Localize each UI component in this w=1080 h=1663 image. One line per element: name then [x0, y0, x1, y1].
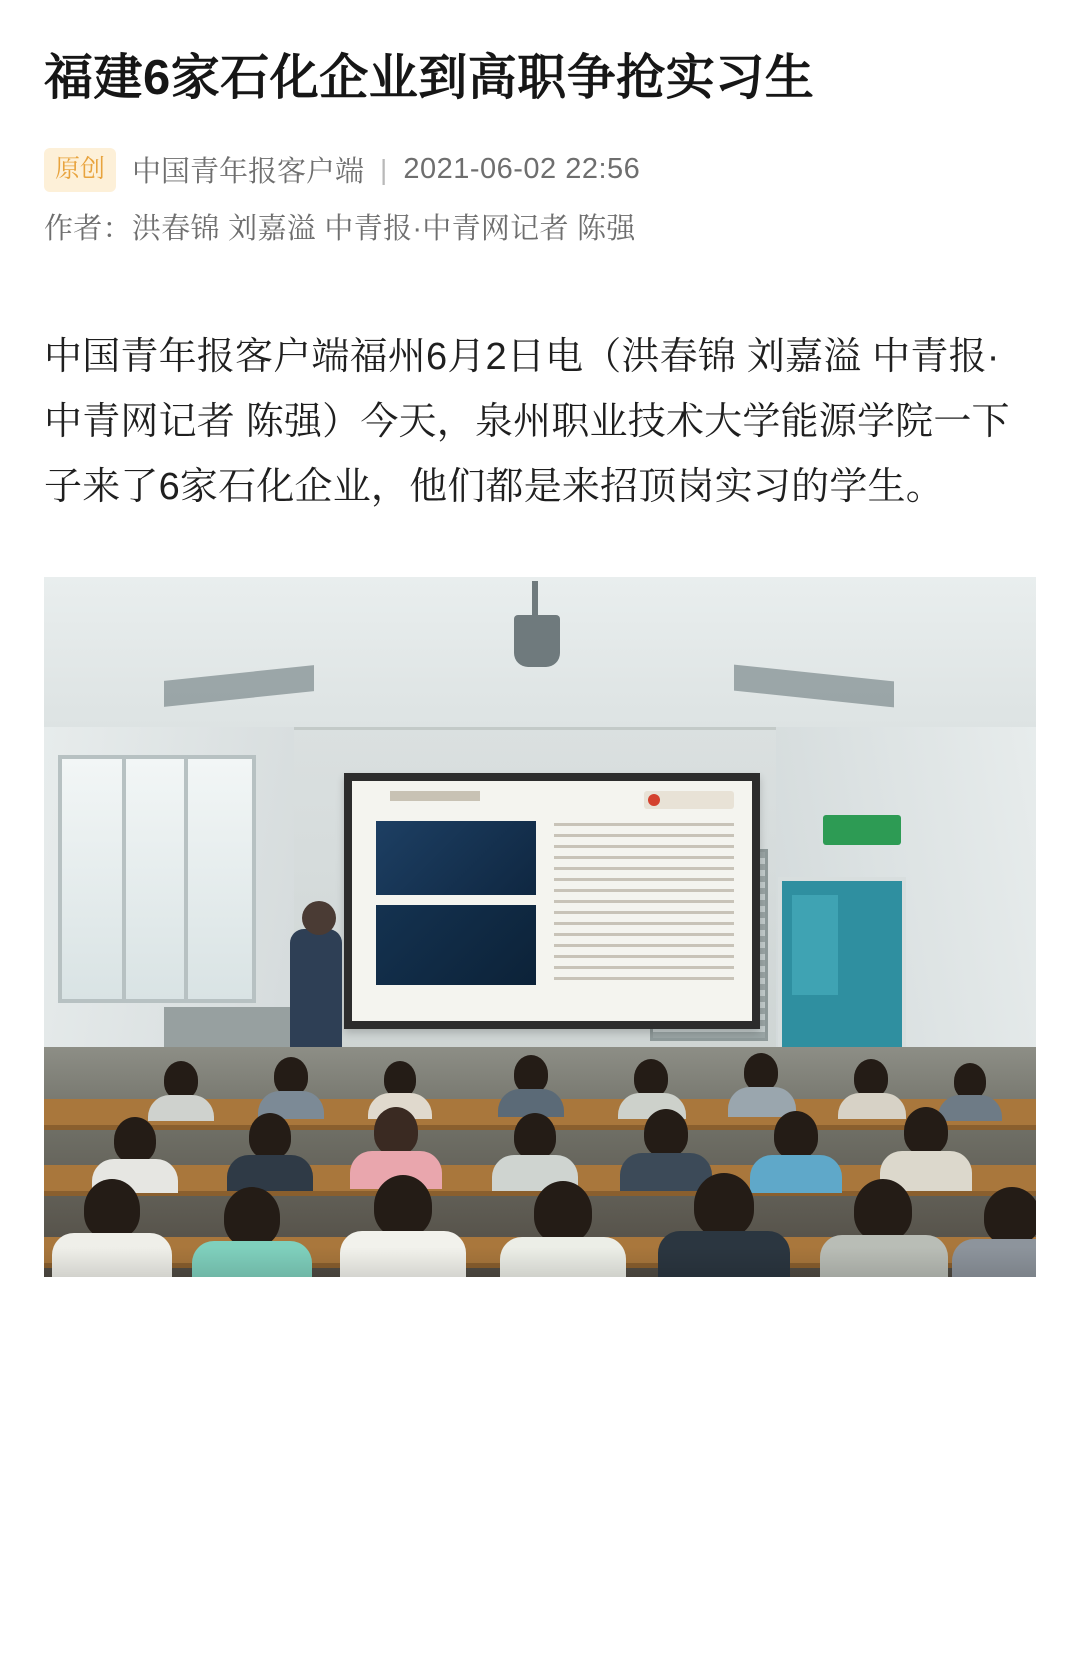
presenter-head — [302, 901, 336, 935]
article-meta — [44, 148, 1036, 192]
audience — [44, 1047, 1036, 1277]
slide-text-block — [554, 823, 734, 985]
slide-image — [376, 821, 536, 895]
projection-screen — [344, 773, 760, 1029]
original-badge: 原创 — [44, 148, 116, 192]
publish-timestamp: 2021-06-02 22:56 — [403, 153, 641, 186]
window — [58, 755, 256, 1003]
source-name[interactable]: 中国青年报客户端 — [132, 156, 365, 189]
article-body — [44, 325, 1036, 521]
lecture-hall-photo — [44, 577, 1036, 1277]
meta-separator: | — [380, 153, 388, 185]
ceiling-lamp — [514, 615, 560, 667]
body-paragraph: 中国青年报客户端福州6月2日电（洪春锦 刘嘉溢 中青报·中青网记者 陈强）今天，泉州职业技术大学能源学院一下子来了6家石化企业，他们都是来招顶岗实习的学生。 — [44, 335, 1010, 509]
presenter — [290, 929, 342, 1051]
page-title: 福建6家石化企业到高职争抢实习生 — [44, 51, 815, 105]
slide-company-logo-icon — [644, 791, 734, 809]
article-image[interactable] — [44, 577, 1036, 1277]
slide-image — [376, 905, 536, 985]
exit-sign-icon — [823, 815, 901, 845]
byline: 作者：洪春锦 刘嘉溢 中青报·中青网记者 陈强 — [44, 212, 636, 245]
image-bottom-shadow — [44, 1247, 1036, 1277]
slide-title-bar — [390, 791, 480, 801]
